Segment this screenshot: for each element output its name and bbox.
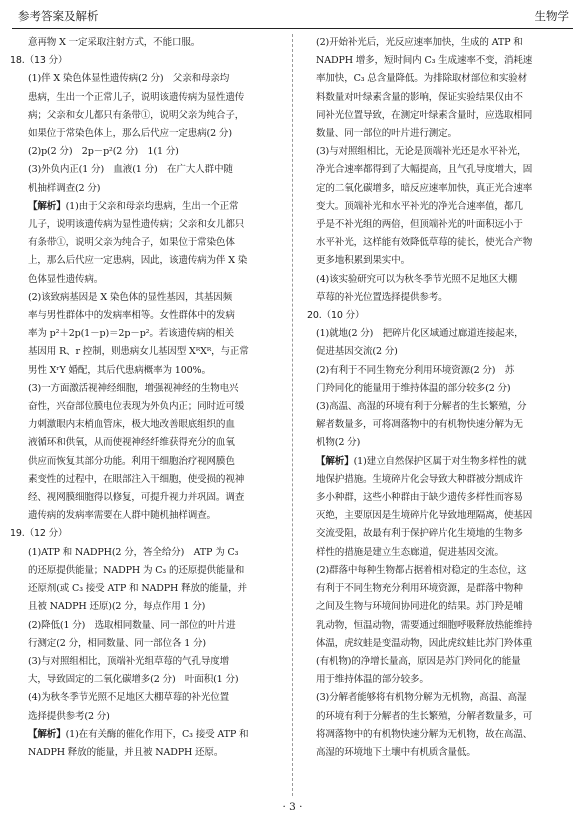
text-line: (4)该实验研究可以为秋冬季节光照不足地区大棚 [316, 273, 518, 285]
text-line: 数量、同一部位的叶片进行测定。 [316, 128, 457, 140]
text-line: 【解析】(1)建立自然保护区属于对生物多样性的就 [316, 455, 527, 467]
text-line: 水平补光，这样能有效降低草莓的徒长，使光合产物 [316, 237, 533, 249]
text-line: 率与男性群体中的发病率相等。女性群体中的发病 [28, 310, 235, 322]
text-line: 有条带①，说明父亲为纯合子，如果位于常染色体 [28, 237, 235, 249]
text-line: 更多地积累到果实中。 [316, 255, 410, 267]
text-line: 料数量对叶绿素含量的影响，保证实验结果仅由不 [316, 91, 523, 103]
text-line: 还原剂(或 C₃ 接受 ATP 和 NADPH 释放的能量，并 [28, 583, 247, 595]
text-line: 有利于不同生物充分利用环境资源，是群落中物种 [316, 583, 523, 595]
text-line: (2)开始补光后，光反应速率加快，生成的 ATP 和 [316, 37, 523, 48]
text-line: 交流受阻，故最有利于保护碎片化生境地的生物多 [316, 528, 523, 540]
text-line: 20.（10 分） [307, 310, 365, 322]
text-line: (2)有利于不同生物充分利用环境资源(2 分) 苏 [316, 364, 515, 376]
text-line: 儿子，说明该遗传病为显性遗传病；父亲和女儿都只 [28, 219, 245, 231]
text-line: (2)群落中每种生物都占据着相对稳定的生态位，这 [316, 564, 527, 576]
text-line: 供应而恢复其部分功能。利用干细胞治疗视网膜色 [28, 455, 235, 467]
text-line: 力刺激眼内末梢血管床，极大地改善眼底组织的血 [28, 419, 235, 431]
text-line: 意再物 X 一定采取注射方式，不能口服。 [28, 37, 201, 48]
text-line: (3)高温、高湿的环境有利于分解者的生长繁殖，分 [316, 401, 527, 413]
text-line: 奋性，兴奋部位膜电位表现为外负内正；同时近可缓 [28, 401, 245, 413]
text-line: 促进基因交流(2 分) [316, 346, 398, 358]
text-line: 将凋落物中的有机物快速分解为无机物，故在高温、 [316, 728, 533, 740]
text-line: (3)一方面激活视神经细胞，增强视神经的生物电兴 [28, 382, 239, 394]
text-line: (2)降低(1 分) 选取相同数量、同一部位的叶片进 [28, 619, 236, 631]
text-line: 色体显性遗传病。 [28, 273, 104, 285]
analysis-tag: 【解析】 [316, 455, 354, 467]
text-line: 体温，虎纹蛙是变温动物，因此虎纹蛙比苏门羚体重 [316, 637, 533, 649]
analysis-tag: 【解析】 [28, 200, 66, 212]
text-line: 机抽样调查(2 分) [28, 182, 101, 194]
text-line: 净光合速率都得到了大幅提高，且气孔导度增大，固 [316, 164, 533, 176]
text-line: 用于维持体温的部分较多。 [316, 674, 429, 686]
text-line: (1)ATP 和 NADPH(2 分，答全给分) ATP 为 C₃ [28, 546, 239, 558]
text-line: 如果位于常染色体上，那么后代应一定患病(2 分) [28, 128, 232, 140]
text-line: 行测定(2 分，相同数量、同一部位各 1 分) [28, 637, 206, 649]
text-line: 解者数量多，可将凋落物中的有机物快速分解为无 [316, 419, 523, 431]
text-line: 机物(2 分) [316, 437, 361, 449]
text-line: 样性的措施是建立生态廊道，促进基因交流。 [316, 546, 504, 558]
header-rule [12, 28, 573, 29]
text-line: (1)伴 X 染色体显性遗传病(2 分) 父亲和母亲均 [28, 73, 230, 85]
text-line: NADPH 增多，短时间内 C₃ 生成速率不变，消耗速 [316, 55, 533, 67]
text-line: 草莓的补光位置选择提供参考。 [316, 291, 448, 303]
text-line: 乎是不补光组的两倍，但顶端补光的叶面积远小于 [316, 219, 523, 231]
text-line: 基因用 R、r 控制，则患病女儿基因型 XᴿXᴿ，与正常 [28, 346, 249, 358]
text-line: 定的二氧化碳增多，暗反应速率加快，真正光合速率 [316, 182, 533, 194]
text-line: 大，导致固定的二氧化碳增多(2 分) 叶面积(1 分) [28, 674, 239, 686]
text-line: 遗传病的发病率需要在人群中随机抽样调查。 [28, 510, 216, 522]
text-line: (4)为秋冬季节光照不足地区大棚草莓的补光位置 [28, 692, 230, 704]
text-line: 率为 p²＋2p(1－p)＝2p－p²。若该遗传病的相关 [28, 328, 234, 340]
text-line: 男性 XʳY 婚配，其后代患病概率为 100%。 [28, 364, 211, 376]
text-line: 之间及生物与环境间协同进化的结果。苏门羚是哺 [316, 601, 523, 613]
text-line: 地保护措施。生境碎片化会导致大种群被分割成许 [316, 473, 523, 485]
text-line: 素变性的过程中，在眼部注入干细胞，使受损的视神 [28, 473, 245, 485]
header-title: 参考答案及解析 [18, 9, 99, 23]
text-line: 经、视网膜细胞得以修复，可提升视力并巩固。调查 [28, 492, 245, 504]
text-line: 高湿的环境地下土壤中有机质含量低。 [316, 746, 476, 758]
text-line: 病；父亲和女儿都只有条带①，说明父亲为纯合子， [28, 109, 245, 121]
text-line: 的还原提供能量；NADPH 为 C₃ 的还原提供能量和 [28, 564, 245, 576]
text-line: 门羚同化的能量用于维持体温的部分较多(2 分) [316, 382, 511, 394]
text-line: (3)分解者能够将有机物分解为无机物，高温、高湿 [316, 692, 527, 704]
left-column [10, 34, 272, 762]
text-line: 【解析】(1)由于父亲和母亲均患病，生出一个正常 [28, 200, 239, 212]
text-line: (1)就地(2 分) 把碎片化区域通过廊道连接起来， [316, 328, 524, 340]
text-line: (有机物)的净增长量高，原因是苏门羚同化的能量 [316, 655, 521, 667]
text-line: 灭绝，主要原因是生境碎片化导致地理隔离，使基因 [316, 510, 533, 522]
text-line: 率加快，C₃ 总含量降低。为排除取材部位和实验材 [316, 73, 528, 85]
text-line: 上，那么后代应一定患病，因此，该遗传病为伴 X 染 [28, 255, 248, 267]
text-line: 患病，生出一个正常儿子，说明该遗传病为显性遗传 [28, 91, 245, 103]
text-line: 选择提供参考(2 分) [28, 710, 110, 722]
text-line: 19.（12 分） [10, 528, 68, 540]
text-line: NADPH 释放的能量，并且被 NADPH 还原。 [28, 746, 224, 758]
text-line: 变大。顶端补光和水平补光的净光合速率值，都几 [316, 200, 523, 212]
text-line: 且被 NADPH 还原)(2 分，每点作用 1 分) [28, 601, 206, 613]
header-subject: 生物学 [534, 9, 569, 23]
text-line: (3)与对照组相比，无论是顶端补光还是水平补光， [316, 146, 527, 158]
text-line: (3)与对照组相比，顶端补光组草莓的气孔导度增 [28, 655, 230, 667]
page-header [12, 6, 573, 26]
text-line: 【解析】(1)在有关酶的催化作用下，C₃ 接受 ATP 和 [28, 728, 249, 740]
text-line: 18.（13 分） [10, 55, 68, 67]
text-line: (2)p(2 分) 2p－p²(2 分) 1(1 分) [28, 146, 179, 158]
text-line: 乳动物，恒温动物，需要通过细胞呼吸释放热能维持 [316, 619, 533, 631]
analysis-tag: 【解析】 [28, 728, 66, 740]
page-number: · 3 · [282, 801, 303, 813]
text-line: (2)该致病基因是 X 染色体的显性基因，其基因频 [28, 291, 233, 303]
column-divider [292, 34, 293, 796]
text-line: 同补光位置导致，在测定叶绿素含量时，应选取相同 [316, 109, 533, 121]
text-line: 液循环和供氧，从而使视神经纤维获得充分的血氧 [28, 437, 235, 449]
right-column [307, 34, 569, 762]
text-line: (3)外负内正(1 分) 血液(1 分) 在广大人群中随 [28, 164, 233, 176]
text-line: 多小种群，这些小种群由于缺少遗传多样性而容易 [316, 492, 523, 504]
text-line: 的环境有利于分解者的生长繁殖，分解者数量多，可 [316, 710, 533, 722]
